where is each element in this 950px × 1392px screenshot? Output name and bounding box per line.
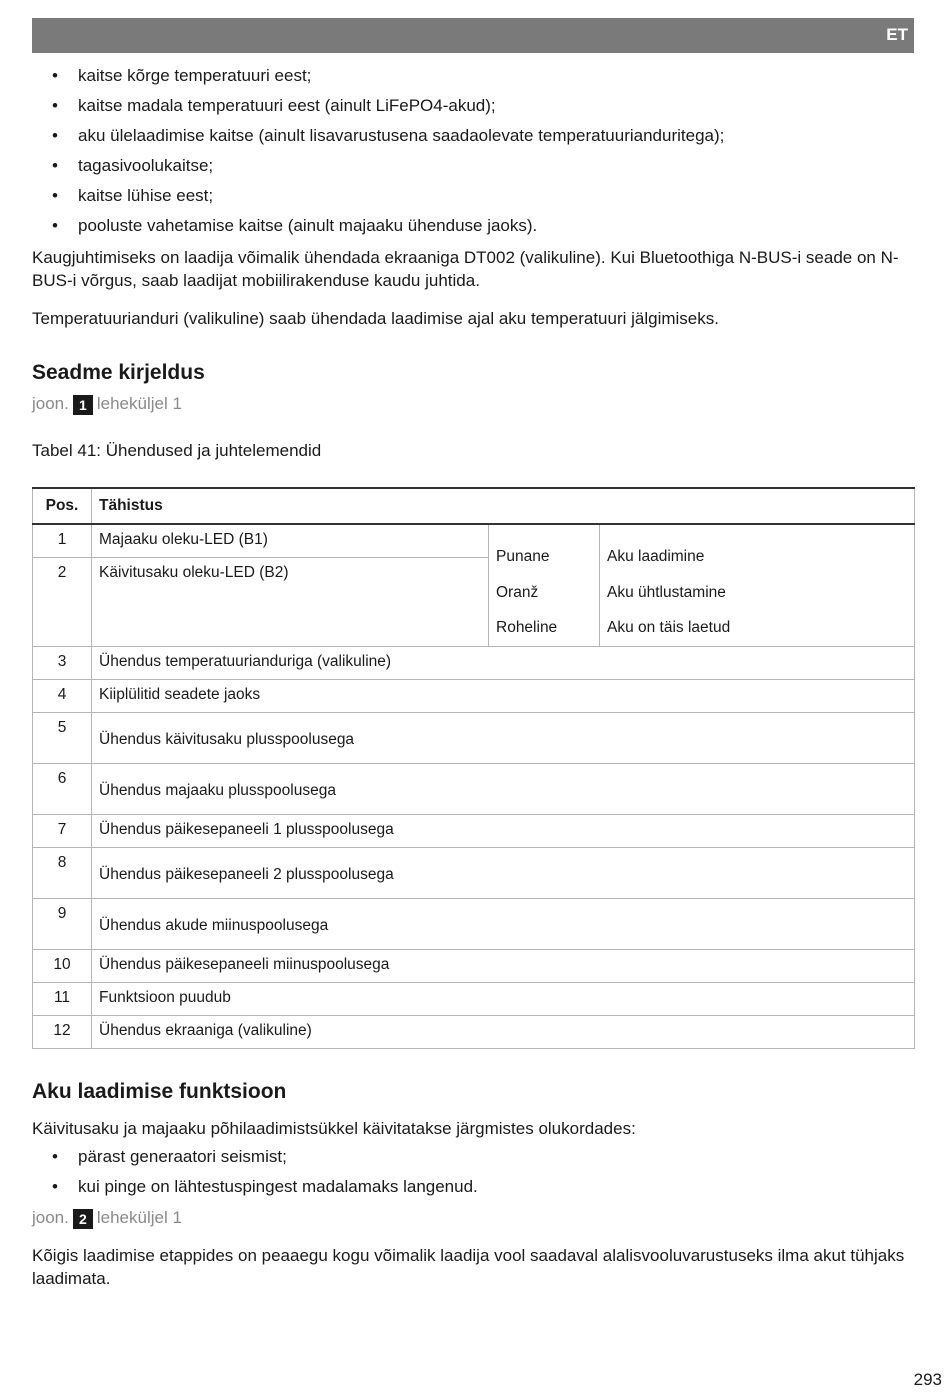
led-meaning-charging: Aku laadimine <box>607 548 705 565</box>
led-color-red: Punane <box>496 548 550 565</box>
header-bar <box>32 18 914 53</box>
row-pos: 7 <box>33 815 92 848</box>
list-item: • kaitse madala temperatuuri eest (ainult LiFePO4-akud); <box>32 96 914 116</box>
table-row <box>33 1016 915 1049</box>
list-item: • pooluste vahetamise kaitse (ainult majaaku ühenduse jaoks). <box>32 216 914 236</box>
list-item: • tagasivoolukaitse; <box>32 156 914 176</box>
table-header-row <box>33 488 915 524</box>
table-row <box>33 713 915 764</box>
led-meaning-cell <box>600 524 915 647</box>
table-row <box>33 680 915 713</box>
column-header-label: Tähistus <box>92 488 915 524</box>
row-label: Ühendus päikesepaneeli 2 plusspoolusega <box>92 848 915 899</box>
row-label: Ühendus majaaku plusspoolusega <box>92 764 915 815</box>
table-row <box>33 647 915 680</box>
page-content <box>32 66 914 1290</box>
section-title-charging-function: Aku laadimise funktsioon <box>32 1080 287 1103</box>
row-label: Ühendus päikesepaneeli 1 plusspoolusega <box>92 815 915 848</box>
row-label: Ühendus käivitusaku plusspoolusega <box>92 713 915 764</box>
figure-reference <box>32 393 914 415</box>
table-caption: Tabel 41: Ühendused ja juhtelemendid <box>32 441 322 460</box>
language-tag: ET <box>886 25 908 44</box>
list-item: • aku ülelaadimise kaitse (ainult lisavarustusena saadaolevate temperatuurianduritega); <box>32 126 914 146</box>
row-label: Ühendus akude miinuspoolusega <box>92 899 915 950</box>
figure-ref-prefix: joon. <box>32 394 69 413</box>
led-color-cell <box>489 524 600 647</box>
led-color-green: Roheline <box>496 619 558 636</box>
column-header-pos: Pos. <box>33 488 92 524</box>
table-row <box>33 524 915 558</box>
table-row <box>33 899 915 950</box>
row-label: Ühendus päikesepaneeli miinuspoolusega <box>92 950 915 983</box>
section-title-device-description: Seadme kirjeldus <box>32 361 205 384</box>
row-pos: 10 <box>33 950 92 983</box>
figure-ref-suffix: leheküljel 1 <box>96 394 182 413</box>
row-pos: 8 <box>33 848 92 899</box>
led-meaning-equalizing: Aku ühtlustamine <box>607 583 726 601</box>
table-row <box>33 983 915 1016</box>
row-pos: 11 <box>33 983 92 1016</box>
row-pos: 12 <box>33 1016 92 1049</box>
list-item: • kaitse lühise eest; <box>32 186 914 206</box>
page-number: 293 <box>913 1370 942 1389</box>
row-pos: 6 <box>33 764 92 815</box>
row-label: Ühendus ekraaniga (valikuline) <box>92 1016 915 1049</box>
row-label: Majaaku oleku-LED (B1) <box>92 524 489 558</box>
table-row <box>33 764 915 815</box>
connections-table <box>32 487 915 1049</box>
row-label: Kiiplülitid seadete jaoks <box>92 680 915 713</box>
paragraph-temperature-sensor: Temperatuurianduri (valikuline) saab ühendada laadimise ajal aku temperatuuri jälgimiseks. <box>32 309 719 328</box>
list-item: • pärast generaatori seismist; <box>32 1147 914 1167</box>
row-pos: 1 <box>33 524 92 558</box>
row-pos: 2 <box>33 558 92 647</box>
led-meaning-full: Aku on täis laetud <box>607 619 731 636</box>
figure-ref-prefix: joon. <box>32 1208 69 1227</box>
row-label: Käivitusaku oleku-LED (B2) <box>92 558 489 647</box>
figure-reference <box>32 1207 914 1229</box>
charging-conditions-list <box>32 1147 914 1197</box>
row-label: Ühendus temperatuurianduriga (valikuline) <box>92 647 915 680</box>
table-row <box>33 950 915 983</box>
table-row <box>33 848 915 899</box>
table-row <box>33 815 915 848</box>
row-pos: 9 <box>33 899 92 950</box>
paragraph-remote-control: Kaugjuhtimiseks on laadija võimalik ühendada ekraaniga DT002 (valikuline). Kui Bluetoothiga N-BUS-i seade on N-BUS-i võrgus, saab laadijat mobiilirakenduse kaudu juhtida. <box>32 248 899 290</box>
list-item: • kui pinge on lähtestuspingest madalamaks langenud. <box>32 1177 914 1197</box>
led-color-orange: Oranž <box>496 583 539 601</box>
row-pos: 5 <box>33 713 92 764</box>
figure-number: 2 <box>73 1209 93 1229</box>
figure-ref-suffix: leheküljel 1 <box>96 1208 182 1227</box>
row-label: Funktsioon puudub <box>92 983 915 1016</box>
feature-list <box>32 66 914 236</box>
row-pos: 4 <box>33 680 92 713</box>
paragraph-charging-stages: Kõigis laadimise etappides on peaaegu kogu võimalik laadija vool saadaval alalisvooluvarustuseks ilma akut tühjaks laadimata. <box>32 1246 905 1288</box>
figure-number: 1 <box>73 395 93 415</box>
row-pos: 3 <box>33 647 92 680</box>
paragraph-charging-intro: Käivitusaku ja majaaku põhilaadimistsükkel käivitatakse järgmistes olukordades: <box>32 1119 636 1138</box>
list-item: • kaitse kõrge temperatuuri eest; <box>32 66 914 86</box>
